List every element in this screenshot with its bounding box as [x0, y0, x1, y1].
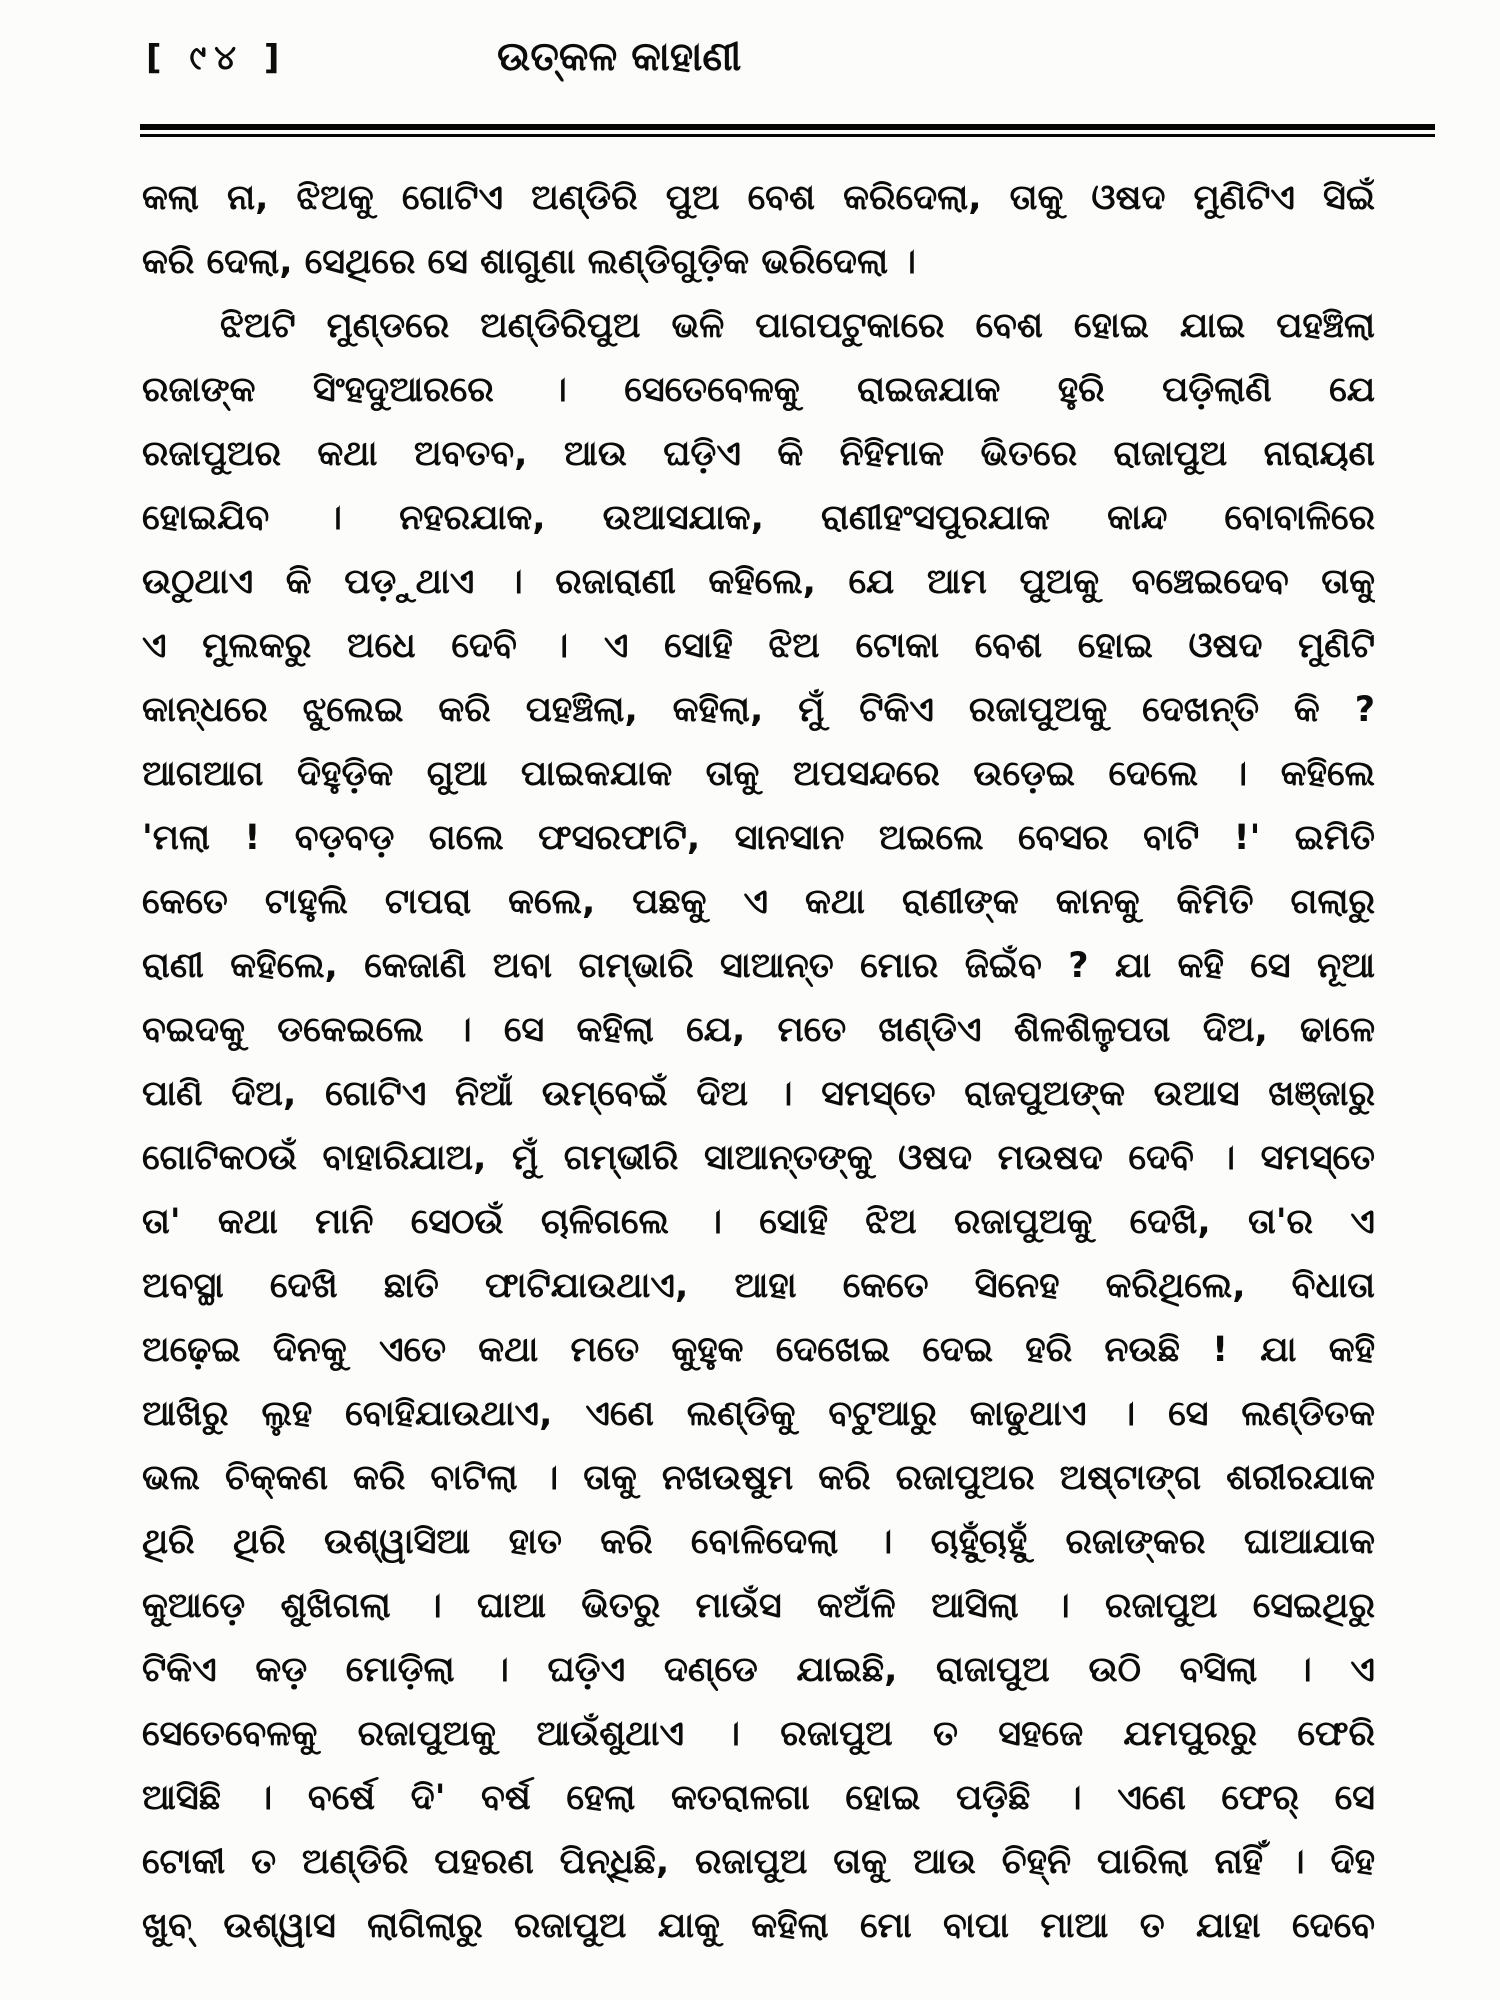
page-body [142, 166, 1375, 1958]
header-rule [140, 124, 1435, 137]
text-line: ଝିଅଟି ମୁଣ୍ଡରେ ଅଣ୍ଡିରିପୁଅ ଭଳି ପାଗପଟୁକାରେ ବେଶ ହୋଇ ଯାଇ ପହଞ୍ଚିଲା [220, 306, 1375, 346]
text-line: ଅବସ୍ଥା ଦେଖି ଛାତି ଫାଟିଯାଉଥାଏ, ଆହା କେତେ ସିନେହ କରିଥିଲେ, ବିଧାତା [142, 1266, 1375, 1306]
text-line: ଏ ମୁଲକରୁ ଅଧେ ଦେବି । ଏ ସୋହି ଝିଅ ଟୋକା ବେଶ ହୋଇ ଓଷଦ ମୁଣିଟି [142, 626, 1375, 666]
text-line: ଅଢ଼େଇ ଦିନକୁ ଏତେ କଥା ମତେ କୁହୁକ ଦେଖେଇ ଦେଇ ହରି ନଉଛି ! ଯା କହି [142, 1330, 1375, 1370]
text-line: 'ମଲା ! ବଡ଼ବଡ଼ ଗଲେ ଫସରଫାଟି, ସାନସାନ ଅଇଲେ ବେସର ବାଟି !' ଇମିତି [142, 818, 1375, 858]
text-line: ବଇଦକୁ ଡକେଇଲେ । ସେ କହିଲା ଯେ, ମତେ ଖଣ୍ଡିଏ ଶିଳଶିଳୁପତା ଦିଅ, ଢାଳେ [142, 1010, 1375, 1050]
text-line: ହୋଇଯିବ । ନହରଯାକ, ଉଆସଯାକ, ରାଣୀହଂସପୁରଯାକ କାନ୍ଦ ବୋବାଳିରେ [142, 498, 1375, 538]
text-line: କାନ୍ଧରେ ଝୁଲେଇ କରି ପହଞ୍ଚିଲା, କହିଲା, ମୁଁ ଟିକିଏ ରଜାପୁଅକୁ ଦେଖନ୍ତି କି ? [142, 690, 1375, 730]
text-line: କଲା ନା, ଝିଅକୁ ଗୋଟିଏ ଅଣ୍ଡିରି ପୁଅ ବେଶ କରିଦେଲା, ତାକୁ ଓଷଦ ମୁଣିଟିଏ ସିଇଁ [142, 178, 1375, 218]
page-number: [ ୯୪ ] [146, 38, 288, 78]
text-line: ରଜାପୁଅର କଥା ଅବତବ, ଆଉ ଘଡ଼ିଏ କି ନିହିମାକ ଭିତରେ ରାଜାପୁଅ ନାରାୟଣ [142, 434, 1375, 474]
text-line: ପାଣି ଦିଅ, ଗୋଟିଏ ନିଆଁ ଉମ୍ବେଇଁ ଦିଅ । ସମସ୍ତେ ରାଜପୁଅଙ୍କ ଉଆସ ଖଞ୍ଜାରୁ [142, 1074, 1375, 1114]
paragraph [142, 166, 1375, 294]
text-line: ଭଲ ଚିକ୍କଣ କରି ବାଟିଲା । ତାକୁ ନଖଉଷୁମ କରି ରଜାପୁଅର ଅଷ୍ଟାଙ୍ଗ ଶରୀରଯାକ [142, 1458, 1375, 1498]
text-line: ଗୋଟିକଠଉଁ ବାହାରିଯାଅ, ମୁଁ ଗମ୍ଭୀରି ସାଆନ୍ତଙ୍କୁ ଓଷଦ ମଉଷଦ ଦେବି । ସମସ୍ତେ [142, 1138, 1375, 1178]
text-line: ଆସିଛି । ବର୍ଷେ ଦି' ବର୍ଷ ହେଲା କତରାଳଗା ହୋଇ ପଡ଼ିଛି । ଏଣେ ଫେର୍ ସେ [142, 1778, 1375, 1818]
text-line: ଥିରି ଥିରି ଉଶ୍ୱାସିଆ ହାତ କରି ବୋଳିଦେଲା । ଚାହୁଁଚାହୁଁ ରଜାଙ୍କର ଘାଆଯାକ [142, 1522, 1375, 1562]
text-line: ଟୋକୀ ତ ଅଣ୍ଡିରି ପହରଣ ପିନ୍ଧିଛି, ରଜାପୁଅ ତାକୁ ଆଉ ଚିହ୍ନି ପାରିଲା ନାହିଁ । ଦିହ [142, 1842, 1375, 1882]
text-line: କୁଆଡ଼େ ଶୁଖିଗଲା । ଘାଆ ଭିତରୁ ମାଉଁସ କଅଁଳି ଆସିଲା । ରଜାପୁଅ ସେଇଥିରୁ [142, 1586, 1375, 1626]
text-line: ଆଗଆଗ ଦିହୁଡ଼ିକ ଗୁଆ ପାଇକଯାକ ତାକୁ ଅପସନ୍ଦରେ ଉଡ଼େଇ ଦେଲେ । କହିଲେ [142, 754, 1375, 794]
text-line: କରି ଦେଲା, ସେଥିରେ ସେ ଶାଗୁଣା ଲଣ୍ଡିଗୁଡ଼ିକ ଭରିଦେଲା । [142, 242, 917, 282]
book-title: ଉତ୍କଳ କାହାଣୀ [497, 34, 742, 80]
text-line: ଟିକିଏ କଡ଼ ମୋଡ଼ିଲା । ଘଡ଼ିଏ ଦଣ୍ଡେ ଯାଇଛି, ରାଜାପୁଅ ଉଠି ବସିଲା । ଏ [142, 1650, 1375, 1690]
text-line: ସେତେବେଳକୁ ରଜାପୁଅକୁ ଆଉଁଶୁଥାଏ । ରଜାପୁଅ ତ ସହଜେ ଯମପୁରରୁ ଫେରି [142, 1714, 1375, 1754]
text-line: ରଜାଙ୍କ ସିଂହଦୁଆରରେ । ସେତେବେଳକୁ ରାଇଜଯାକ ହୁରି ପଡ଼ିଲାଣି ଯେ [142, 370, 1375, 410]
text-line: ରାଣୀ କହିଲେ, କେଜାଣି ଅବା ଗମ୍ଭାରି ସାଆନ୍ତ ମୋର ଜିଇଁବ ? ଯା କହି ସେ ନୂଆ [142, 946, 1375, 986]
text-line: ଆଖିରୁ ଲୁହ ବୋହିଯାଉଥାଏ, ଏଣେ ଲଣ୍ଡିକୁ ବଟୁଆରୁ କାଢୁଥାଏ । ସେ ଲଣ୍ଡିତକ [142, 1394, 1375, 1434]
paragraph [142, 294, 1375, 1958]
text-line: ଖୁବ୍ ଉଶ୍ୱାସ ଲାଗିଲାରୁ ରଜାପୁଅ ଯାକୁ କହିଲା ମୋ ବାପା ମାଆ ତ ଯାହା ଦେବେ [142, 1906, 1375, 1946]
text-line: କେତେ ଟାହୁଲି ଟାପରା କଲେ, ପଛକୁ ଏ କଥା ରାଣୀଙ୍କ କାନକୁ କିମିତି ଗଲାରୁ [142, 882, 1375, 922]
text-line: ତା' କଥା ମାନି ସେଠଉଁ ଚାଳିଗଲେ । ସୋହି ଝିଅ ରଜାପୁଅକୁ ଦେଖି, ତା'ର ଏ [142, 1202, 1375, 1242]
text-line: ଉଠୁଥାଏ କି ପଡ଼ୁଥାଏ । ରଜାରାଣୀ କହିଲେ, ଯେ ଆମ ପୁଅକୁ ବଞ୍ଚେଇଦେବ ତାକୁ [142, 562, 1375, 602]
